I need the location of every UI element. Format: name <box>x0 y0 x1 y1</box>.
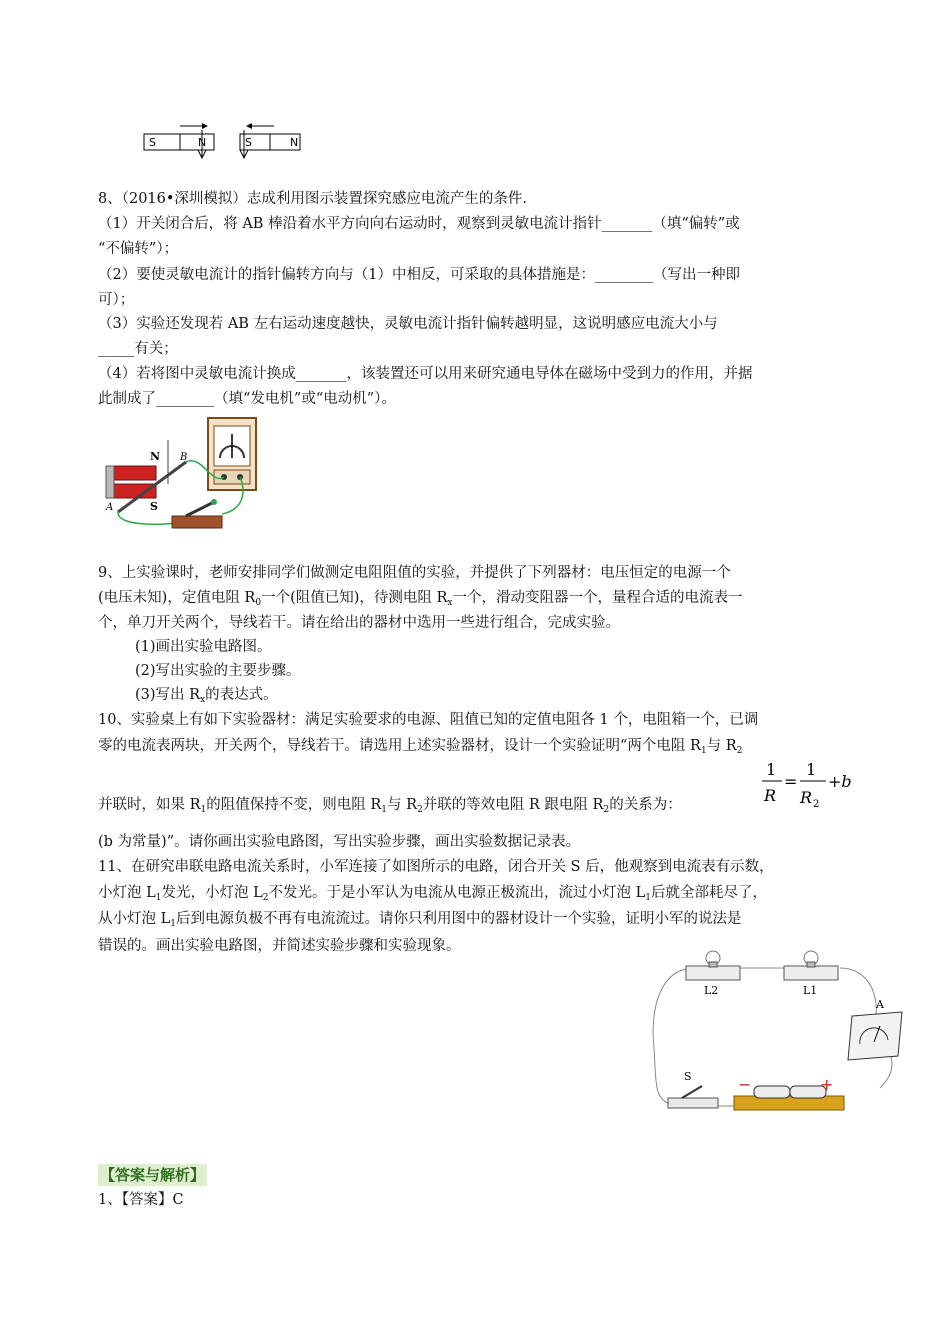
right-magnet-s: S <box>245 136 252 149</box>
label-s: S <box>684 1070 692 1083</box>
horseshoe-magnet-icon <box>106 466 156 498</box>
left-magnet-s: S <box>149 136 156 149</box>
series-circuit-figure <box>640 948 910 1118</box>
q9-step2: (2)写出实验的主要步骤。 <box>135 663 301 679</box>
q10-line4: (b 为常量)”。请你画出实验电路图，写出实验步骤，画出实验数据记录表。 <box>98 834 581 850</box>
left-arrow-icon <box>180 123 208 129</box>
label-plus: + <box>820 1075 834 1094</box>
label-l1: L1 <box>803 984 818 997</box>
svg-text:R: R <box>764 786 777 805</box>
svg-text:R: R <box>800 788 813 807</box>
q8-part4b: 此制成了________（填“发电机”或“电动机”）。 <box>98 391 396 407</box>
switch-s-icon <box>668 1086 718 1108</box>
q10-line1: 10、实验桌上有如下实验器材：满足实验要求的电源、阻值已知的定值电阻各 1 个，电阻箱一个，已调 <box>98 712 759 728</box>
q8-part4a: （4）若将图中灵敏电流计换成_______，该装置还可以用来研究通电导体在磁场中受到力的作用，并据 <box>98 366 753 382</box>
switch-icon <box>172 499 222 528</box>
q10-line3: 并联时，如果 $R_1$的阻值保持不变，则电阻 $R_1$与 $R_2$并联的等效电阻 R 跟电阻 $R_2$的关系为： <box>98 797 682 815</box>
q9-line3: 个，单刀开关两个，导线若干。请在给出的器材中选用一些进行组合，完成实验。 <box>98 615 620 631</box>
q8-title: 8、（2016•深圳模拟）志成利用图示装置探究感应电流产生的条件. <box>98 191 528 207</box>
label-l2: L2 <box>704 984 719 997</box>
label-a: A <box>876 998 884 1011</box>
label-minus: − <box>738 1075 752 1094</box>
q9-step3: (3)写出 $R_x$的表达式。 <box>135 687 278 705</box>
right-arrow-icon <box>246 123 274 129</box>
svg-text:1: 1 <box>806 760 817 779</box>
left-magnet-n: N <box>198 136 207 149</box>
q8-part1b: “不偏转”）； <box>98 241 179 257</box>
q9-line1: 9、上实验课时，老师安排同学们做测定电阻阻值的实验，并提供了下列器材：电压恒定的电源一个 <box>98 565 731 581</box>
q11-line3: 从小灯泡 $L_1$后到电源负极不再有电流流过。请你只利用图中的器材设计一个实验，证明小军的说法是 <box>98 911 742 929</box>
induction-apparatus-figure <box>102 414 272 544</box>
answers-title: 【答案与解析】 <box>100 1166 206 1184</box>
magnets-figure <box>140 118 310 166</box>
right-magnet-n: N <box>290 136 299 149</box>
q8-part3b: _____有关； <box>98 341 178 357</box>
q8-part2b: 可）； <box>98 292 135 308</box>
answer-1: 1、【答案】C <box>98 1192 184 1208</box>
fig-label-a: A <box>106 502 114 513</box>
svg-text:=: = <box>784 772 798 791</box>
fig-label-s: S <box>150 500 158 513</box>
q11-line1: 11、在研究串联电路电流关系时，小军连接了如图所示的电路，闭合开关 S 后，他观察到电流表有示数， <box>98 859 774 875</box>
q11-line2: 小灯泡 $L_1$发光，小灯泡 $L_2$不发光。于是小军认为电流从电源正极流出，流过小灯泡 $L_1$后就全部耗尽了， <box>98 885 767 903</box>
svg-text:+b: +b <box>828 772 852 791</box>
svg-text:1: 1 <box>766 760 777 779</box>
q10-formula <box>760 757 860 815</box>
svg-text:2: 2 <box>813 799 820 810</box>
ammeter-icon <box>848 1012 902 1060</box>
q9-step1: (1)画出实验电路图。 <box>135 639 272 655</box>
bulb-l2-icon <box>686 951 740 980</box>
fig-label-b: B <box>180 452 188 463</box>
q9-line2: (电压未知)，定值电阻 $R_0$一个(阻值已知)，待测电阻 $R_x$一个，滑动变阻器一个，量程合适的电流表一 <box>98 590 743 608</box>
q8-part3a: （3）实验还发现若 AB 左右运动速度越快，灵敏电流计指针偏转越明显，这说明感应电流大小与 <box>98 316 718 332</box>
q8-part2a: （2）要使灵敏电流计的指针偏转方向与（1）中相反，可采取的具体措施是：________（写出一种即 <box>98 267 740 283</box>
q8-part1a: （1）开关闭合后，将 AB 棒沿着水平方向向右运动时，观察到灵敏电流计指针_______（填“偏转”或 <box>98 216 740 232</box>
fig-label-n: N <box>150 450 161 463</box>
q11-line4: 错误的。画出实验电路图，并简述实验步骤和实验现象。 <box>98 938 461 954</box>
q10-line2: 零的电流表两块，开关两个，导线若干。请选用上述实验器材，设计一个实验证明“两个电阻 $R_1$与 $R_2$ <box>98 738 743 756</box>
bulb-l1-icon <box>784 951 838 980</box>
